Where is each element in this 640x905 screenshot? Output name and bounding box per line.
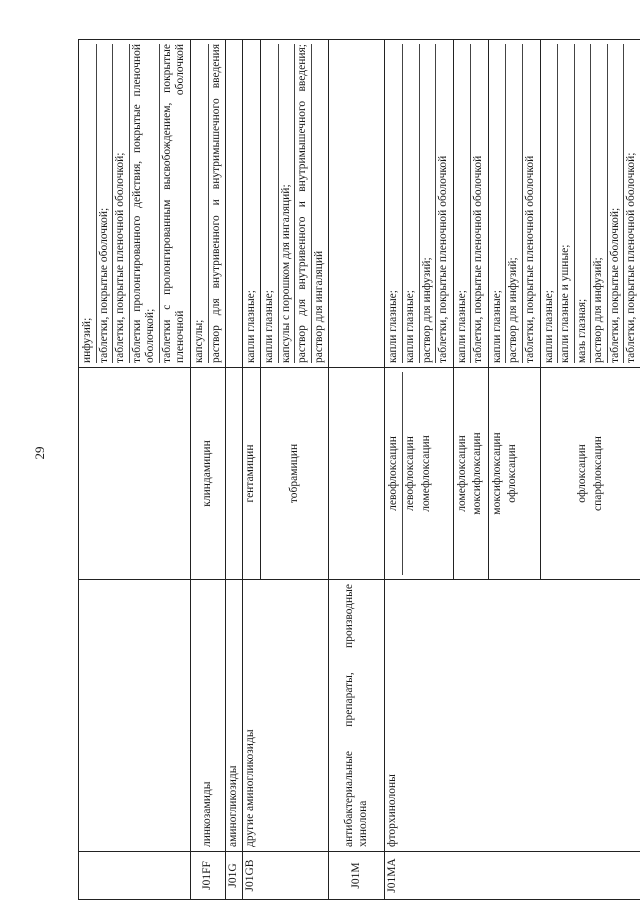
forms-cell	[242, 40, 261, 368]
drug-cell: клиндамицин	[190, 368, 225, 580]
form-line: капсулы с порошком для ингаляций;	[279, 44, 296, 363]
atc-code-cell: J01MA	[385, 852, 640, 900]
form-line: раствор для инфузий;	[591, 44, 608, 363]
form-line: таблетки с пролонгированным высвобождением, покрытые пленочной оболочкой	[160, 44, 187, 363]
drug-name: моксифлоксацин	[490, 432, 503, 515]
page-number: 29	[32, 446, 47, 460]
form-line: таблетки, покрытые оболочкой;	[97, 44, 114, 363]
drug-name: спарфлоксацин	[591, 436, 604, 511]
form-line: капли глазные и ушные;	[558, 44, 575, 363]
form-line: капсулы;	[192, 44, 209, 363]
drug-cell: гентамицин	[242, 368, 261, 580]
form-line: таблетки, покрытые пленочной оболочкой	[437, 155, 450, 363]
atc-code-cell: J01FF	[190, 852, 225, 900]
forms-cell	[540, 40, 640, 368]
form-line: капли глазные;	[542, 44, 559, 363]
form-line: раствор для инфузий;	[506, 44, 523, 363]
table-row	[226, 40, 243, 900]
form-line: раствор для инфузий;	[420, 44, 437, 363]
forms-cell	[226, 40, 243, 368]
form-line: таблетки, покрытые пленочной оболочкой	[523, 155, 536, 363]
forms-cell	[79, 40, 191, 368]
form-line: капли глазные;	[403, 44, 420, 363]
forms-cell	[329, 40, 385, 368]
form-line: капли глазные;	[490, 44, 507, 363]
drug-name: моксифлоксацин	[471, 432, 484, 515]
form-line: таблетки, покрытые пленочной оболочкой;	[113, 44, 130, 363]
table-row	[190, 40, 225, 900]
drug-name: ломефлоксацин	[455, 435, 468, 512]
form-line: капли глазные;	[262, 44, 279, 363]
form-line: капли глазные;	[244, 290, 257, 363]
drug-name: офлоксацин	[576, 444, 589, 503]
form-line: раствор для внутривенного и внутримышечного введения;	[295, 44, 312, 363]
forms-cell	[453, 40, 488, 368]
group-cell: антибактериальные препараты, производные хинолона	[329, 580, 385, 852]
form-line: таблетки пролонгированного действия, покрытые пленочной оболочкой;	[130, 44, 160, 363]
drug-cell: тобрамицин	[261, 368, 329, 580]
form-line: мазь глазная;	[575, 44, 592, 363]
table-row	[79, 40, 191, 900]
drug-cell	[79, 368, 191, 580]
table-row	[329, 40, 385, 900]
drug-cell	[329, 368, 385, 580]
drug-cell	[453, 368, 488, 580]
rotated-table-container	[78, 40, 638, 900]
form-line: капли глазные;	[455, 44, 472, 363]
drug-cell	[540, 368, 640, 580]
table-row	[242, 40, 261, 900]
group-cell: фторхинолоны	[385, 580, 640, 852]
group-cell: линкозамиды	[190, 580, 225, 852]
form-line: капли глазные;	[386, 44, 403, 363]
group-cell: другие аминогликозиды	[242, 580, 329, 852]
forms-cell	[385, 40, 453, 368]
form-line: таблетки, покрытые оболочкой;	[608, 44, 625, 363]
form-line: таблетки, покрытые пленочной оболочкой	[472, 155, 485, 363]
drug-name: ломефлоксацин	[419, 435, 432, 512]
forms-cell	[190, 40, 225, 368]
atc-code-cell: J01G	[226, 852, 243, 900]
form-line: таблетки, покрытые пленочной оболочкой;	[625, 152, 638, 363]
forms-cell	[261, 40, 329, 368]
atc-code-cell: J01GB	[242, 852, 329, 900]
form-line: инфузий;	[80, 44, 97, 363]
drug-table	[78, 39, 640, 900]
form-line: раствор для ингаляций	[312, 250, 325, 363]
drug-name: офлоксацин	[506, 444, 519, 503]
drug-cell	[226, 368, 243, 580]
forms-cell	[488, 40, 540, 368]
drug-name: левофлоксацин	[386, 372, 403, 575]
drug-cell	[488, 368, 540, 580]
table-row	[385, 40, 453, 900]
atc-code-cell: J01M	[329, 852, 385, 900]
group-cell	[79, 580, 191, 852]
drug-cell	[385, 368, 453, 580]
group-cell: аминогликозиды	[226, 580, 243, 852]
atc-code-cell	[79, 852, 191, 900]
drug-name: левофлоксацин	[404, 436, 416, 511]
form-line: раствор для внутривенного и внутримышечного введения	[209, 44, 222, 363]
